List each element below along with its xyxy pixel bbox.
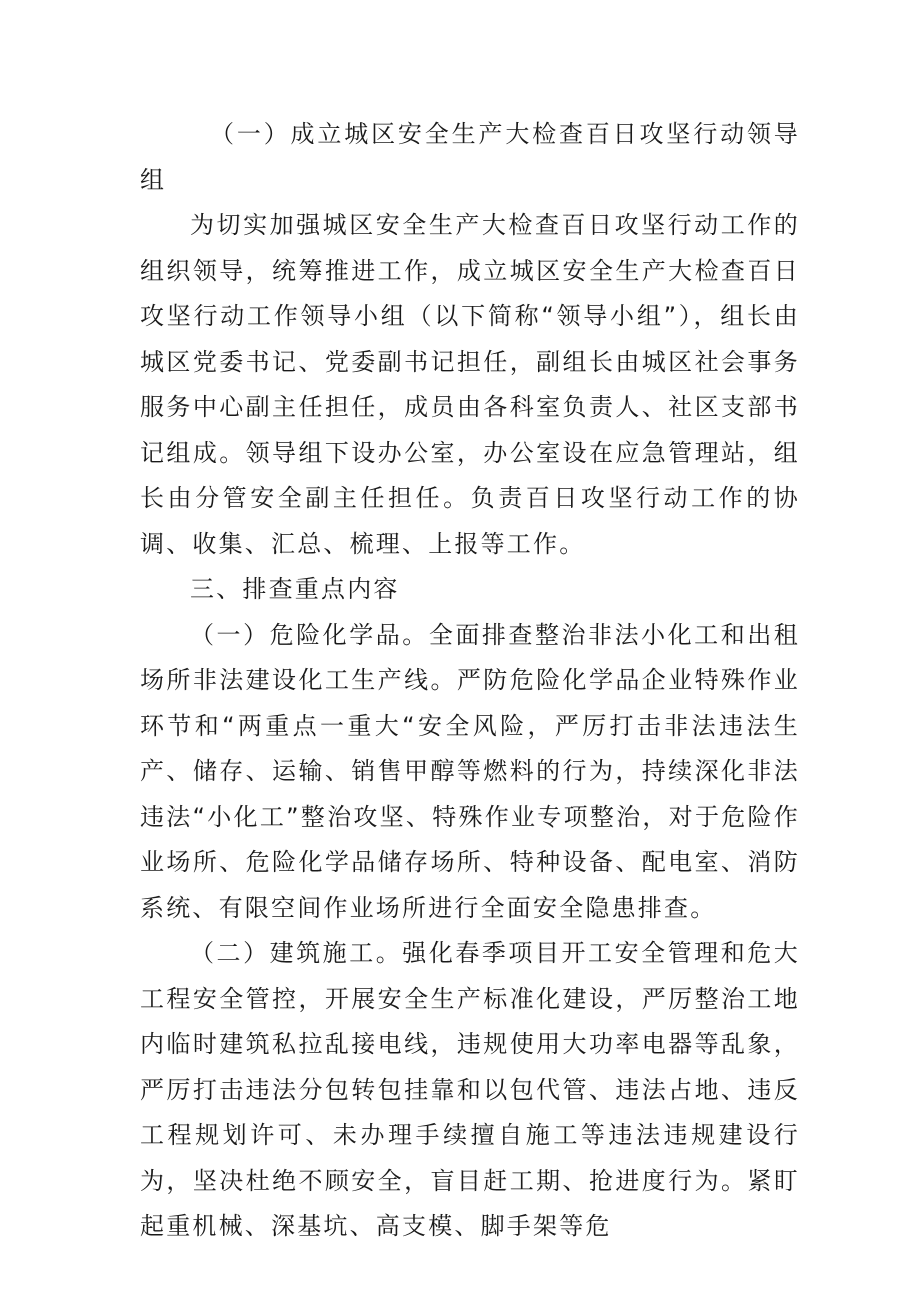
paragraph-construction: （二）建筑施工。强化春季项目开工安全管理和危大工程安全管控，开展安全生产标准化建设，严厉整治工地内临时建筑私拉乱接电线，违规使用大功率电器等乱象，严厉打击违法分包转包挂靠和以包代管、违法占地、违反工程规划许可、未办理手续擅自施工等违法违规建设行为，坚决杜绝不顾安全，盲目赶工期、抢进度行为。紧盯起重机械、深基坑、高支模、脚手架等危 bbox=[140, 939, 800, 1240]
paragraph-leadership-group: 为切实加强城区安全生产大检查百日攻坚行动工作的组织领导，统筹推进工作，成立城区安全生产大检查百日攻坚行动工作领导小组（以下简称“领导小组”），组长由城区党委书记、党委副书记担任，副组长由城区社会事务服务中心副主任担任，成员由各科室负责人、社区支部书记组成。领导组下设办公室，办公室设在应急管理站，组长由分管安全副主任担任。负责百日攻坚行动工作的协调、收集、汇总、梳理、上报等工作。 bbox=[140, 211, 800, 558]
subsection-heading-leadership-group: （一）成立城区安全生产大检查百日攻坚行动领导组 bbox=[140, 120, 800, 194]
section-heading-key-inspection-content: 三、排查重点内容 bbox=[190, 575, 400, 603]
document-body bbox=[140, 112, 800, 1250]
paragraph-hazardous-chemicals: （一）危险化学品。全面排查整治非法小化工和出租场所非法建设化工生产线。严防危险化学品企业特殊作业环节和“两重点一重大“安全风险，严厉打击非法违法生产、储存、运输、销售甲醇等燃料的行为，持续深化非法违法“小化工”整治攻坚、特殊作业专项整治，对于危险作业场所、危险化学品储存场所、特种设备、配电室、消防系统、有限空间作业场所进行全面安全隐患排查。 bbox=[140, 620, 800, 922]
